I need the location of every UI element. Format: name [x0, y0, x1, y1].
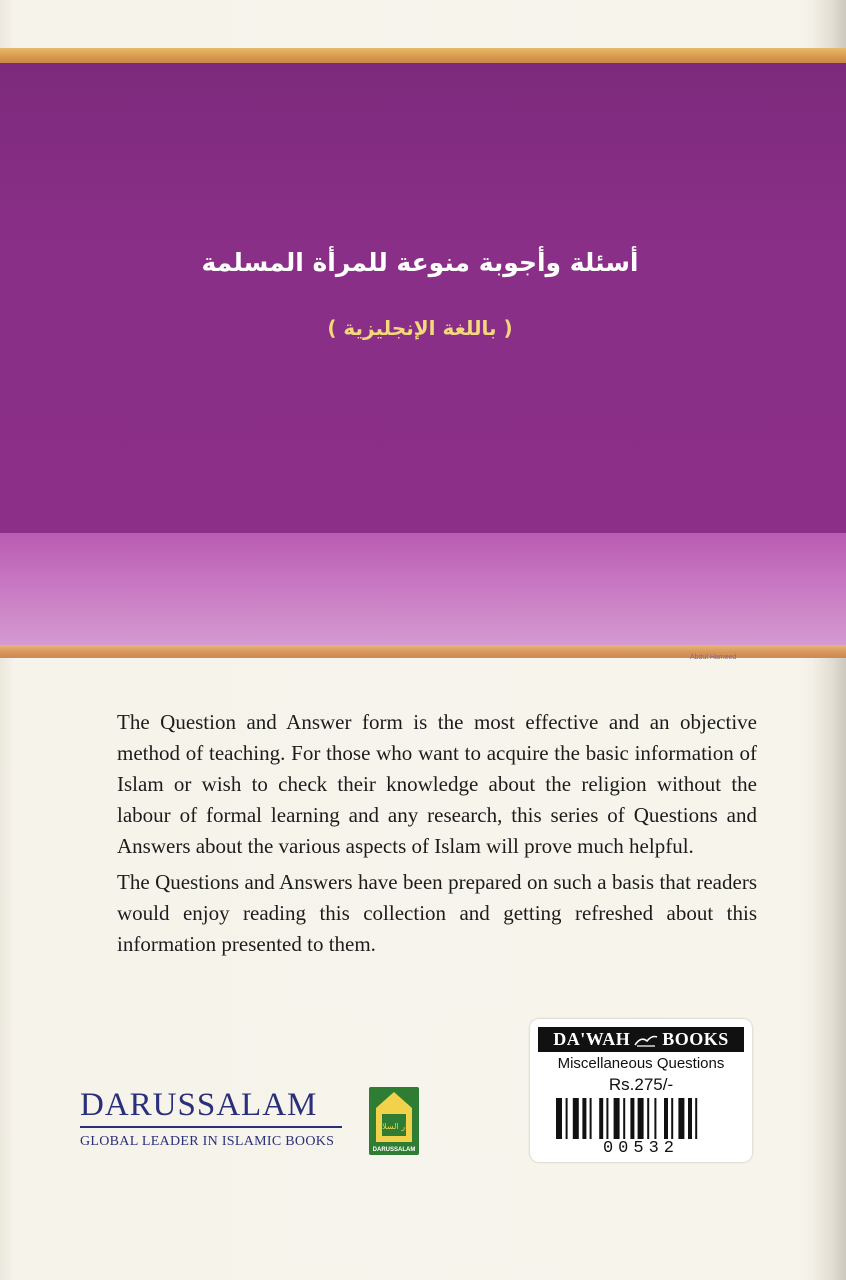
sticker-price: Rs.275/-	[608, 1075, 674, 1094]
sticker-book-title: Miscellaneous Questions	[557, 1055, 725, 1072]
barcode-bar	[614, 1098, 620, 1139]
book-quill-icon	[633, 1032, 659, 1048]
barcode-bar	[688, 1098, 692, 1139]
store-name-left: DA'WAH	[553, 1029, 631, 1049]
logo-arabic-text: دار السلام	[377, 1122, 411, 1131]
arabic-title: أسئلة وأجوبة منوعة للمرأة المسلمة	[201, 248, 639, 277]
pink-header-band	[0, 533, 846, 645]
publisher-block	[80, 1086, 350, 1150]
store-label	[538, 1027, 744, 1052]
barcode	[556, 1098, 728, 1139]
barcode-number: 00532	[602, 1139, 679, 1158]
price-sticker	[530, 1019, 752, 1162]
barcode-bar	[647, 1098, 649, 1139]
barcode-bar	[556, 1098, 562, 1139]
arabic-subtitle: ( باللغة الإنجليزية )	[327, 316, 513, 340]
barcode-bar	[638, 1098, 644, 1139]
barcode-bar	[671, 1098, 673, 1139]
barcode-bar	[599, 1098, 603, 1139]
artist-credit: Abdul Hameed	[690, 654, 737, 661]
store-name-right: BOOKS	[662, 1029, 729, 1049]
barcode-bar	[582, 1098, 586, 1139]
barcode-bar	[664, 1098, 668, 1139]
publisher-name: DARUSSALAM	[80, 1087, 318, 1123]
description-paragraph-2: The Questions and Answers have been prepared on such a basis that readers would enjoy reading this collection and getting refreshed about this information presented to them.	[117, 870, 757, 956]
publisher-tagline: GLOBAL LEADER IN ISLAMIC BOOKS	[80, 1134, 335, 1149]
barcode-bar	[678, 1098, 684, 1139]
description-paragraph-1: The Question and Answer form is the most effective and an objective method of teaching. For those who want to acquire the basic information of Islam or wish to check their knowledge about the religion without the labour of formal learning and any research, this series of Questions and Answers about the various aspects of Islam will prove much helpful.	[117, 710, 757, 858]
purple-header-band	[0, 63, 846, 533]
barcode-bar	[606, 1098, 608, 1139]
barcode-bar	[630, 1098, 634, 1139]
logo-label: DARUSSALAM	[372, 1147, 416, 1153]
barcode-bar	[573, 1098, 579, 1139]
barcode-bar	[623, 1098, 625, 1139]
barcode-bar	[590, 1098, 592, 1139]
barcode-bar	[654, 1098, 656, 1139]
publisher-divider	[80, 1126, 342, 1128]
darussalam-logo-icon	[368, 1086, 420, 1156]
barcode-bar	[695, 1098, 697, 1139]
barcode-bar	[566, 1098, 568, 1139]
top-gold-stripe	[0, 48, 846, 63]
